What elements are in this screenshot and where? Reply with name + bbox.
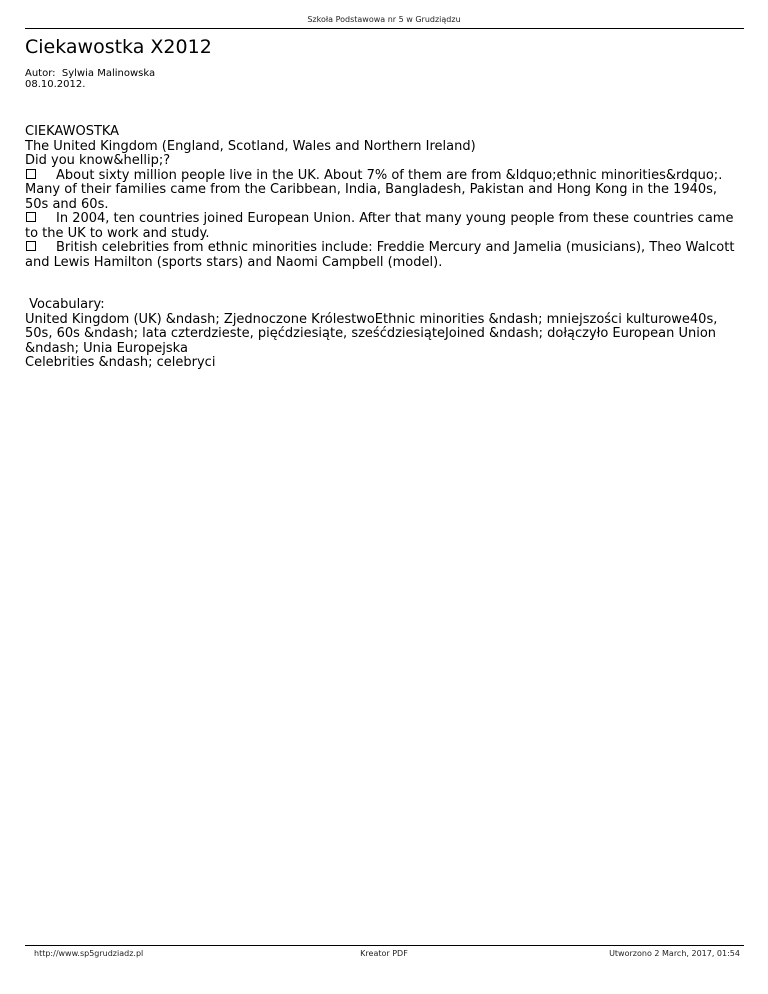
bullet-text: About sixty million people live in the UK. About 7% of them are from &ldquo;ethnic minorities&rdquo;. Many of their families came from the Caribbean, India, Bangladesh, Pakistan and Hong Kong in the 1940s, 50s and 60s. <box>25 167 723 212</box>
vocabulary-text-last: Celebrities &ndash; celebryci <box>25 355 216 370</box>
article-meta <box>25 68 155 90</box>
checkbox-bullet-icon <box>26 212 36 222</box>
section-subtitle: The United Kingdom (England, Scotland, Wales and Northern Ireland) <box>25 138 476 154</box>
bullet-text: British celebrities from ethnic minorities include: Freddie Mercury and Jamelia (musicians), Theo Walcott and Lewis Hamilton (sports stars) and Naomi Campbell (model). <box>25 240 735 270</box>
page-title: Ciekawostka X2012 <box>25 36 212 58</box>
author-line: Autor: Sylwia Malinowska <box>25 68 156 79</box>
list-item <box>25 241 735 270</box>
article-body <box>25 125 735 371</box>
header-divider <box>25 28 744 29</box>
page-header: Szkoła Podstawowa nr 5 w Grudziądzu <box>307 15 461 24</box>
footer-generator: Kreator PDF <box>360 949 408 958</box>
footer-created-date: Utworzono 2 March, 2017, 01:54 <box>609 949 740 958</box>
checkbox-bullet-icon <box>26 169 36 179</box>
question-line: Did you know&hellip;? <box>25 153 171 168</box>
list-item <box>25 212 735 241</box>
footer-url-link[interactable]: http://www.sp5grudziadz.pl <box>34 949 144 958</box>
publish-date: 08.10.2012. <box>25 79 86 90</box>
vocabulary-text: United Kingdom (UK) &ndash; Zjednoczone KrólestwoEthnic minorities &ndash; mniejszości kulturowe40s, 50s, 60s &ndash; lata czterdzieste, pięćdziesiąte, sześćdziesiąteJoined &ndash; dołączyło European Union &ndash; Unia Europejska <box>25 311 718 356</box>
list-item <box>25 169 735 213</box>
checkbox-bullet-icon <box>26 241 36 251</box>
bullet-text: In 2004, ten countries joined European Union. After that many young people from these countries came to the UK to work and study. <box>25 211 734 241</box>
vocabulary-heading: Vocabulary: <box>25 297 105 312</box>
spacer <box>25 270 735 284</box>
footer-divider <box>25 945 744 946</box>
section-heading: CIEKAWOSTKA <box>25 124 120 139</box>
